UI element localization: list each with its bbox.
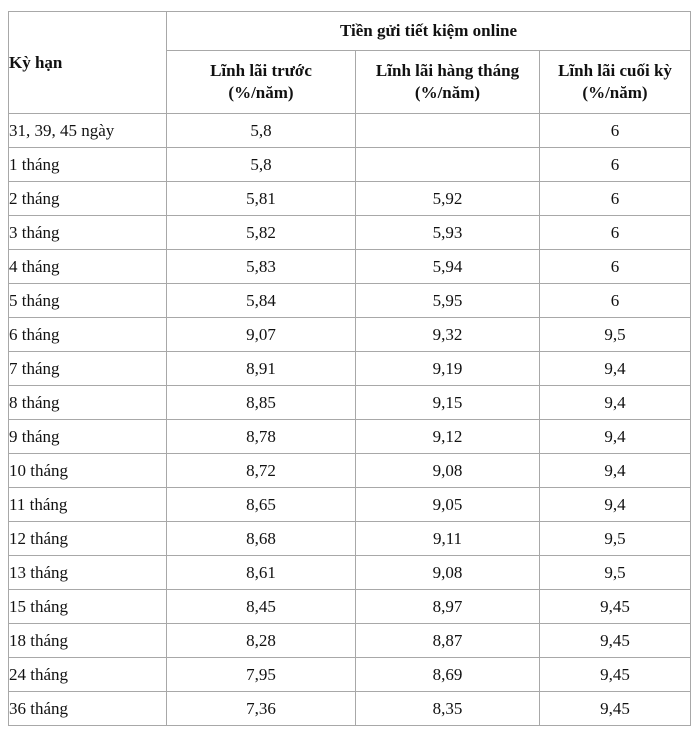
end-of-term-rate-cell: 9,4	[540, 386, 691, 420]
monthly-rate-cell: 8,97	[356, 590, 540, 624]
term-cell: 5 tháng	[9, 284, 167, 318]
monthly-rate-cell: 8,35	[356, 692, 540, 726]
header-prepaid-unit: (%/năm)	[228, 83, 294, 102]
table-row	[9, 692, 691, 726]
term-cell: 9 tháng	[9, 420, 167, 454]
table-row	[9, 284, 691, 318]
monthly-rate-cell: 9,12	[356, 420, 540, 454]
term-cell: 12 tháng	[9, 522, 167, 556]
term-cell: 8 tháng	[9, 386, 167, 420]
term-cell: 2 tháng	[9, 182, 167, 216]
term-cell: 1 tháng	[9, 148, 167, 182]
end-of-term-rate-cell: 6	[540, 284, 691, 318]
term-cell: 3 tháng	[9, 216, 167, 250]
term-cell: 7 tháng	[9, 352, 167, 386]
table-row	[9, 114, 691, 148]
monthly-rate-cell: 9,32	[356, 318, 540, 352]
term-cell: 18 tháng	[9, 624, 167, 658]
table-row	[9, 658, 691, 692]
table-row	[9, 522, 691, 556]
term-cell: 24 tháng	[9, 658, 167, 692]
header-monthly-interest	[356, 51, 540, 114]
end-of-term-rate-cell: 9,4	[540, 352, 691, 386]
table-row	[9, 488, 691, 522]
monthly-rate-cell: 5,93	[356, 216, 540, 250]
table-row	[9, 420, 691, 454]
monthly-rate-cell: 5,92	[356, 182, 540, 216]
table-row	[9, 148, 691, 182]
table-row	[9, 454, 691, 488]
end-of-term-rate-cell: 6	[540, 148, 691, 182]
term-cell: 36 tháng	[9, 692, 167, 726]
header-prepaid-interest	[167, 51, 356, 114]
prepaid-rate-cell: 7,36	[167, 692, 356, 726]
prepaid-rate-cell: 8,85	[167, 386, 356, 420]
table-header	[9, 12, 691, 114]
end-of-term-rate-cell: 9,4	[540, 488, 691, 522]
end-of-term-rate-cell: 9,45	[540, 658, 691, 692]
end-of-term-rate-cell: 9,5	[540, 318, 691, 352]
end-of-term-rate-cell: 9,45	[540, 624, 691, 658]
prepaid-rate-cell: 8,65	[167, 488, 356, 522]
prepaid-rate-cell: 5,82	[167, 216, 356, 250]
monthly-rate-cell: 5,94	[356, 250, 540, 284]
prepaid-rate-cell: 5,83	[167, 250, 356, 284]
prepaid-rate-cell: 8,72	[167, 454, 356, 488]
prepaid-rate-cell: 8,78	[167, 420, 356, 454]
monthly-rate-cell: 9,08	[356, 454, 540, 488]
monthly-rate-cell: 9,11	[356, 522, 540, 556]
table-row	[9, 352, 691, 386]
end-of-term-rate-cell: 9,5	[540, 556, 691, 590]
term-cell: 15 tháng	[9, 590, 167, 624]
header-term: Kỳ hạn	[9, 12, 167, 114]
header-end-label: Lĩnh lãi cuối kỳ	[558, 61, 672, 80]
monthly-rate-cell: 9,08	[356, 556, 540, 590]
table-body	[9, 114, 691, 726]
header-online-savings: Tiền gửi tiết kiệm online	[167, 12, 691, 51]
table-row	[9, 386, 691, 420]
term-cell: 13 tháng	[9, 556, 167, 590]
end-of-term-rate-cell: 9,4	[540, 454, 691, 488]
term-cell: 31, 39, 45 ngày	[9, 114, 167, 148]
monthly-rate-cell: 9,15	[356, 386, 540, 420]
prepaid-rate-cell: 5,8	[167, 148, 356, 182]
table-row	[9, 250, 691, 284]
table-row	[9, 216, 691, 250]
term-cell: 6 tháng	[9, 318, 167, 352]
header-monthly-label: Lĩnh lãi hàng tháng	[375, 61, 520, 80]
prepaid-rate-cell: 9,07	[167, 318, 356, 352]
table-row	[9, 556, 691, 590]
table-row	[9, 624, 691, 658]
monthly-rate-cell	[356, 148, 540, 182]
end-of-term-rate-cell: 9,45	[540, 692, 691, 726]
term-cell: 11 tháng	[9, 488, 167, 522]
end-of-term-rate-cell: 9,45	[540, 590, 691, 624]
end-of-term-rate-cell: 6	[540, 216, 691, 250]
prepaid-rate-cell: 8,28	[167, 624, 356, 658]
header-end-of-term-interest	[540, 51, 691, 114]
monthly-rate-cell: 5,95	[356, 284, 540, 318]
end-of-term-rate-cell: 9,4	[540, 420, 691, 454]
table-row	[9, 182, 691, 216]
term-cell: 4 tháng	[9, 250, 167, 284]
monthly-rate-cell: 8,87	[356, 624, 540, 658]
end-of-term-rate-cell: 6	[540, 182, 691, 216]
monthly-rate-cell: 9,19	[356, 352, 540, 386]
prepaid-rate-cell: 5,84	[167, 284, 356, 318]
prepaid-rate-cell: 8,68	[167, 522, 356, 556]
interest-rate-table	[8, 11, 691, 726]
monthly-rate-cell: 9,05	[356, 488, 540, 522]
monthly-rate-cell: 8,69	[356, 658, 540, 692]
end-of-term-rate-cell: 9,5	[540, 522, 691, 556]
header-monthly-unit: (%/năm)	[414, 83, 481, 102]
table-row	[9, 590, 691, 624]
term-cell: 10 tháng	[9, 454, 167, 488]
prepaid-rate-cell: 5,8	[167, 114, 356, 148]
prepaid-rate-cell: 8,61	[167, 556, 356, 590]
prepaid-rate-cell: 8,45	[167, 590, 356, 624]
monthly-rate-cell	[356, 114, 540, 148]
prepaid-rate-cell: 5,81	[167, 182, 356, 216]
end-of-term-rate-cell: 6	[540, 114, 691, 148]
prepaid-rate-cell: 8,91	[167, 352, 356, 386]
header-end-unit: (%/năm)	[582, 83, 648, 102]
end-of-term-rate-cell: 6	[540, 250, 691, 284]
prepaid-rate-cell: 7,95	[167, 658, 356, 692]
table-row	[9, 318, 691, 352]
header-prepaid-label: Lĩnh lãi trước	[210, 61, 312, 80]
